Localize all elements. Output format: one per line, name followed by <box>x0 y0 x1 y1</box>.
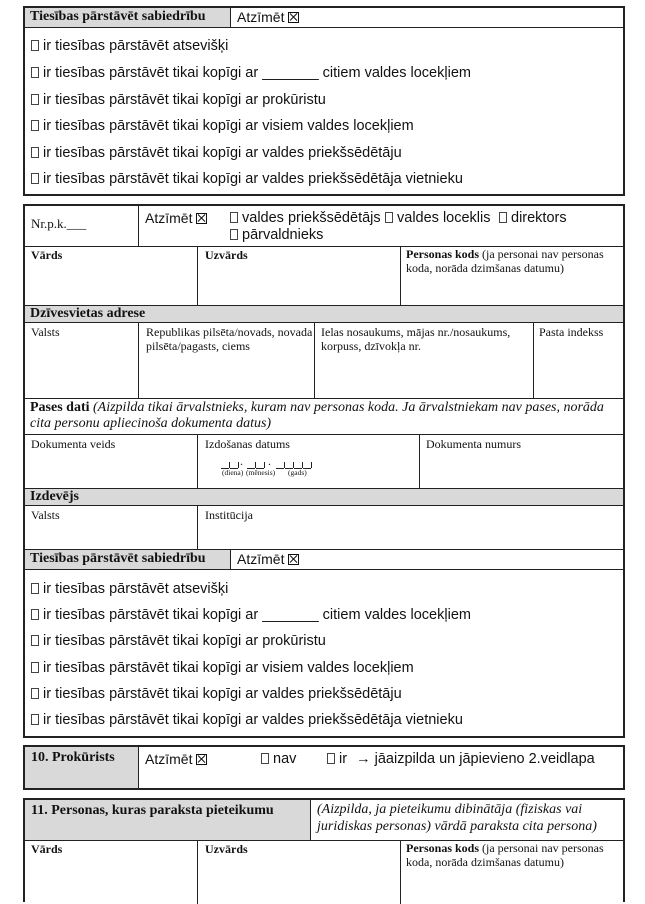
postal-input[interactable] <box>534 342 623 398</box>
checkbox-icon[interactable] <box>31 714 39 725</box>
arrow-right-icon: → <box>356 751 371 767</box>
passport-header: Pases dati (Aizpilda tikai ārvalstnieks, kuram nav personas koda. Ja ārvalstniekam nav pases, norāda cita personu apliecinoša dokumenta datus) <box>30 400 604 432</box>
signer-name-input[interactable] <box>25 858 197 902</box>
checkbox-icon[interactable] <box>230 212 238 223</box>
checkbox-icon[interactable] <box>31 40 39 51</box>
date-month-hint: (mēnesis) <box>246 468 276 477</box>
doc-number-input[interactable] <box>420 454 623 488</box>
signer-personal-code-input[interactable] <box>401 872 623 902</box>
rights-option[interactable]: ir tiesības pārstāvēt tikai kopīgi ar valdes priekšsēdētāju <box>31 145 402 161</box>
mark-label: Atzīmēt <box>237 551 299 567</box>
personal-code-label: Personas kods (ja personai nav personas koda, norāda dzimšanas datumu) <box>406 247 604 276</box>
address-title: Dzīvesvietas adrese <box>30 306 146 321</box>
city-label: Republikas pilsēta/novads, novada pilsēta/pagasts, ciems <box>146 325 313 354</box>
checkbox-icon[interactable] <box>499 212 507 223</box>
role-chairman[interactable]: valdes priekšsēdētājs <box>230 210 381 226</box>
checkbox-icon[interactable] <box>31 147 39 158</box>
checkbox-icon[interactable] <box>31 173 39 184</box>
doc-type-input[interactable] <box>25 454 197 488</box>
rights-option[interactable]: ir tiesības pārstāvēt tikai kopīgi ar prokūristu <box>31 92 326 108</box>
signer-surname-label: Uzvārds <box>205 842 248 856</box>
role-mark-label: Atzīmēt <box>145 210 207 226</box>
checkbox-icon[interactable] <box>31 688 39 699</box>
doc-type-label: Dokumenta veids <box>31 437 116 451</box>
country-label: Valsts <box>31 325 60 339</box>
institution-input[interactable] <box>198 524 623 549</box>
rights-option[interactable]: ir tiesības pārstāvēt tikai kopīgi ar _______ citiem valdes locekļiem <box>31 607 471 623</box>
issuer-header-bg <box>25 489 623 505</box>
checkbox-icon[interactable] <box>31 94 39 105</box>
checked-box-icon <box>288 12 299 23</box>
rights-option[interactable]: ir tiesības pārstāvēt tikai kopīgi ar valdes priekšsēdētāja vietnieku <box>31 712 463 728</box>
street-label: Ielas nosaukums, mājas nr./nosaukums, korpuss, dzīvokļa nr. <box>321 325 511 354</box>
checkbox-icon[interactable] <box>230 229 238 240</box>
institution-label: Institūcija <box>205 508 253 522</box>
signer-surname-input[interactable] <box>198 858 400 902</box>
signers-note: (Aizpilda, ja pieteikumu dibinātāja (fiziskas vai juridiskas personas) vārdā paraksta cita persona) <box>317 802 597 834</box>
issue-date-label: Izdošanas datums <box>205 437 290 451</box>
issuer-title: Izdevējs <box>30 489 79 504</box>
checkbox-icon[interactable] <box>327 753 335 764</box>
checkbox-icon[interactable] <box>31 635 39 646</box>
nr-label[interactable]: Nr.p.k.___ <box>31 216 87 231</box>
role-director[interactable]: direktors <box>499 210 567 226</box>
rights-option[interactable]: ir tiesības pārstāvēt tikai kopīgi ar visiem valdes locekļiem <box>31 660 414 676</box>
name-label: Vārds <box>31 248 63 262</box>
surname-label: Uzvārds <box>205 248 248 262</box>
issuer-country-input[interactable] <box>25 524 197 549</box>
prokurist-option-yes[interactable]: ir → jāaizpilda un jāpievieno 2.veidlapa <box>327 751 595 767</box>
prokurist-title: 10. Prokūrists <box>31 750 115 765</box>
checkbox-icon[interactable] <box>31 609 39 620</box>
signer-personal-code-label: Personas kods (ja personai nav personas koda, norāda dzimšanas datumu) <box>406 841 604 870</box>
signer-name-label: Vārds <box>31 842 63 856</box>
checkbox-icon[interactable] <box>261 753 269 764</box>
rights-option[interactable]: ir tiesības pārstāvēt tikai kopīgi ar _______ citiem valdes locekļiem <box>31 65 471 81</box>
date-digit <box>276 458 284 469</box>
rights-option[interactable]: ir tiesības pārstāvēt tikai kopīgi ar prokūristu <box>31 633 326 649</box>
checkbox-icon[interactable] <box>31 67 39 78</box>
checked-box-icon <box>196 754 207 765</box>
checkbox-icon[interactable] <box>31 662 39 673</box>
date-day-hint: (diena) <box>222 468 244 477</box>
checkbox-icon[interactable] <box>31 583 39 594</box>
prokurist-mark-label: Atzīmēt <box>145 751 207 767</box>
rights-title: Tiesības pārstāvēt sabiedrību <box>30 551 206 566</box>
section-prokurist <box>23 745 625 790</box>
date-year-hint: (gads) <box>288 468 307 477</box>
street-input[interactable] <box>315 356 533 398</box>
surname-input[interactable] <box>198 264 400 304</box>
rights-option[interactable]: ir tiesības pārstāvēt atsevišķi <box>31 581 228 597</box>
postal-label: Pasta indekss <box>539 325 604 339</box>
issue-date-input[interactable]: . . (diena) (mēnesis) (gads) <box>221 456 381 484</box>
rights-option[interactable]: ir tiesības pārstāvēt atsevišķi <box>31 38 228 54</box>
rights-section-top <box>23 6 625 196</box>
checkbox-icon[interactable] <box>385 212 393 223</box>
rights-title: Tiesības pārstāvēt sabiedrību <box>30 9 206 24</box>
issuer-country-label: Valsts <box>31 508 60 522</box>
rights-option[interactable]: ir tiesības pārstāvēt tikai kopīgi ar valdes priekšsēdētāju <box>31 686 402 702</box>
name-input[interactable] <box>25 264 197 304</box>
personal-code-input[interactable] <box>401 278 623 304</box>
rights-option[interactable]: ir tiesības pārstāvēt tikai kopīgi ar valdes priekšsēdētāja vietnieku <box>31 171 463 187</box>
checked-box-icon <box>288 554 299 565</box>
checked-box-icon <box>196 213 207 224</box>
city-input[interactable] <box>139 356 314 398</box>
rights-option[interactable]: ir tiesības pārstāvēt tikai kopīgi ar visiem valdes locekļiem <box>31 118 414 134</box>
checkbox-icon[interactable] <box>31 120 39 131</box>
signers-title: 11. Personas, kuras paraksta pieteikumu <box>31 803 274 818</box>
role-manager[interactable]: pārvaldnieks <box>230 227 323 243</box>
role-board-member[interactable]: valdes loceklis <box>385 210 491 226</box>
country-input[interactable] <box>25 342 138 398</box>
person-block <box>23 204 625 738</box>
prokurist-note: jāaizpilda un jāpievieno 2.veidlapa <box>374 751 595 767</box>
mark-label: Atzīmēt <box>237 9 299 25</box>
prokurist-option-no[interactable]: nav <box>261 751 296 767</box>
section-signers <box>23 798 625 902</box>
doc-number-label: Dokumenta numurs <box>426 437 521 451</box>
